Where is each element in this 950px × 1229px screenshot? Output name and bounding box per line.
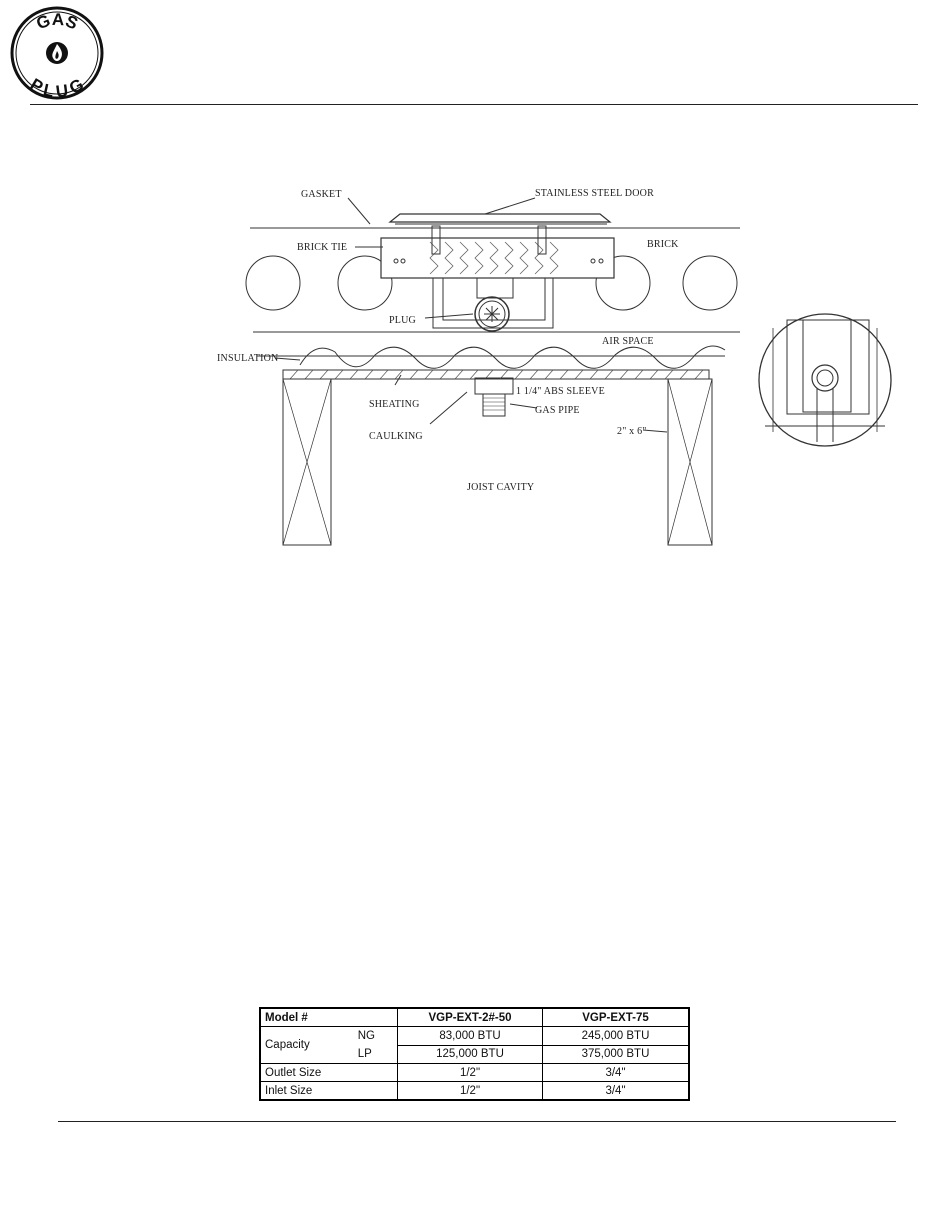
label-brick: BRICK <box>647 239 679 250</box>
outlet-col1-value: 1/2" <box>398 1064 543 1082</box>
outlet-size-label: Outlet Size <box>260 1064 398 1082</box>
inlet-size-label: Inlet Size <box>260 1082 398 1101</box>
label-plug: PLUG <box>389 315 416 326</box>
logo-text-bottom: PLUG <box>26 74 87 100</box>
inlet-col2-value: 3/4" <box>543 1082 690 1101</box>
inlet-col1-value: 1/2" <box>398 1082 543 1101</box>
lp-col1-value: 125,000 BTU <box>398 1045 543 1064</box>
label-sheating: SHEATING <box>369 399 420 410</box>
label-air-space: AIR SPACE <box>602 336 654 347</box>
label-stainless-steel-door: STAINLESS STEEL DOOR <box>535 188 654 199</box>
capacity-cell <box>260 1027 398 1064</box>
ng-col1-value: 83,000 BTU <box>398 1027 543 1046</box>
gas-plug-logo <box>10 6 104 100</box>
label-caulking: CAULKING <box>369 431 423 442</box>
table-header-row <box>260 1008 689 1027</box>
model-col2-header: VGP-EXT-75 <box>543 1008 690 1027</box>
label-joist-cavity: JOIST CAVITY <box>467 482 535 493</box>
lp-label: LP <box>357 1048 372 1060</box>
flame-icon <box>46 42 68 64</box>
table-row <box>260 1082 689 1101</box>
label-gas-pipe: GAS PIPE <box>535 405 580 416</box>
label-gasket: GASKET <box>301 189 342 200</box>
label-stud: 2" x 6" <box>617 426 647 437</box>
label-abs-sleeve: 1 1/4" ABS SLEEVE <box>516 386 605 397</box>
model-header: Model # <box>260 1008 398 1027</box>
table-row <box>260 1027 689 1046</box>
footer-rule <box>58 1121 896 1122</box>
label-brick-tie: BRICK TIE <box>297 242 348 253</box>
ng-col2-value: 245,000 BTU <box>543 1027 690 1046</box>
label-insulation: INSULATION <box>217 353 279 364</box>
header-rule <box>30 104 918 105</box>
model-col1-header: VGP-EXT-2#-50 <box>398 1008 543 1027</box>
lp-col2-value: 375,000 BTU <box>543 1045 690 1064</box>
installation-diagram <box>205 180 905 550</box>
specifications-table <box>259 1007 690 1101</box>
capacity-label: Capacity <box>265 1039 310 1051</box>
ng-label: NG <box>357 1030 375 1042</box>
table-row <box>260 1064 689 1082</box>
outlet-col2-value: 3/4" <box>543 1064 690 1082</box>
logo-text-top: GAS <box>33 9 81 34</box>
